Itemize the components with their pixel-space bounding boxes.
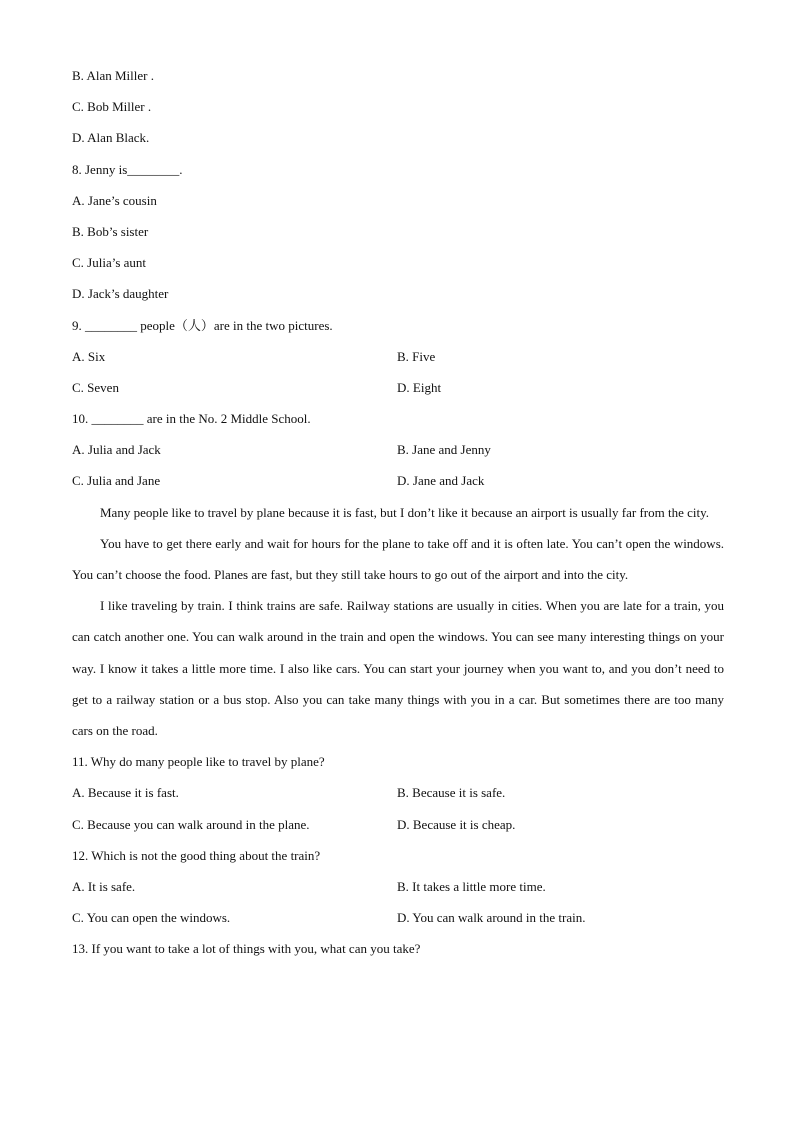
- q8-option-a: A. Jane’s cousin: [72, 192, 157, 208]
- passage-paragraph-1: Many people like to travel by plane because it is fast, but I don’t like it because an airport is usually far from the city.: [100, 504, 710, 520]
- q9-stem: 9. ________ people（人）are in the two pictures.: [72, 317, 333, 333]
- q10-options-row-2: [72, 465, 724, 496]
- q8-option-b: B. Bob’s sister: [72, 223, 149, 239]
- q9-option-a: A. Six: [72, 348, 106, 364]
- q12-options-row-1: [72, 871, 724, 902]
- q13-stem: 13. If you want to take a lot of things with you, what can you take?: [72, 941, 421, 957]
- q11-option-c: C. Because you can walk around in the plane.: [72, 816, 310, 832]
- q12-option-d: D. You can walk around in the train.: [397, 910, 586, 926]
- q9-options-row-1: [72, 341, 724, 372]
- q8-option-c: C. Julia’s aunt: [72, 255, 147, 271]
- q11-stem: 11. Why do many people like to travel by plane?: [72, 754, 325, 770]
- q9-options-row-2: [72, 372, 724, 403]
- q11-options-row-2: [72, 809, 724, 840]
- q11-option-a: A. Because it is fast.: [72, 785, 179, 801]
- q10-options-row-1: [72, 434, 724, 465]
- q7-option-b: B. Alan Miller .: [72, 68, 154, 83]
- q10-option-d: D. Jane and Jack: [397, 473, 485, 489]
- q12-options-row-2: [72, 902, 724, 933]
- q9-option-c: C. Seven: [72, 379, 119, 395]
- q12-option-a: A. It is safe.: [72, 879, 136, 894]
- q10-option-c: C. Julia and Jane: [72, 473, 161, 489]
- q8-stem: 8. Jenny is________.: [72, 161, 183, 177]
- passage-paragraph-3: I like traveling by train. I think trains are safe. Railway stations are usually in cities. When you are late for a train, you can catch another one. You can walk around in the train and open the windows. You can see many interesting things on your way. I know it takes a little more time. I also like cars. You can start your journey when you want to, and you don’t need to get to a railway station or a bus stop. Also you can take many things with you in a car. But sometimes there are too many cars on the road.: [72, 598, 724, 739]
- q11-option-b: B. Because it is safe.: [397, 785, 506, 801]
- q10-stem: 10. ________ are in the No. 2 Middle School.: [72, 411, 311, 427]
- q9-option-b: B. Five: [397, 348, 436, 364]
- q11-option-d: D. Because it is cheap.: [397, 816, 516, 832]
- q12-option-c: C. You can open the windows.: [72, 910, 231, 926]
- q10-option-a: A. Julia and Jack: [72, 442, 161, 458]
- q12-option-b: B. It takes a little more time.: [397, 879, 546, 894]
- q7-option-c: C. Bob Miller .: [72, 99, 152, 115]
- q7-option-d: D. Alan Black.: [72, 130, 150, 146]
- q10-option-b: B. Jane and Jenny: [397, 442, 491, 458]
- passage-paragraph-2: You have to get there early and wait for hours for the plane to take off and it is often late. You can’t open the windows. You can’t choose the food. Planes are fast, but they still take hours to go out of the airport and into the city.: [72, 535, 724, 583]
- q11-options-row-1: [72, 777, 724, 808]
- q8-option-d: D. Jack’s daughter: [72, 286, 169, 302]
- q12-stem: 12. Which is not the good thing about the train?: [72, 847, 321, 863]
- q9-option-d: D. Eight: [397, 379, 442, 395]
- exam-page: [72, 60, 724, 965]
